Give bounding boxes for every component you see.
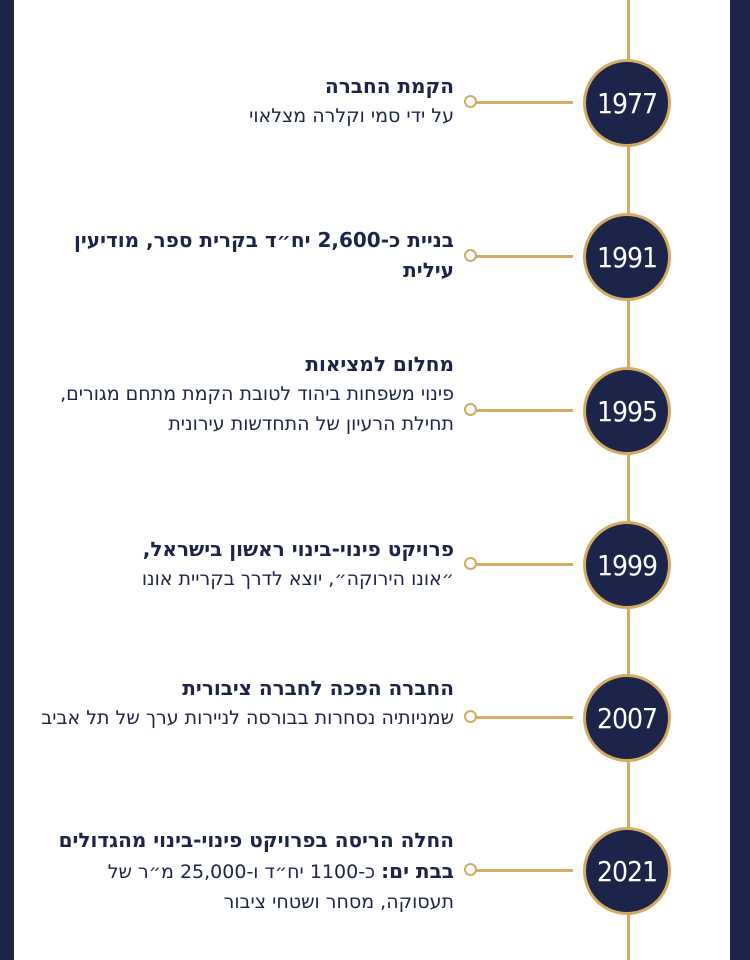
entry-title: פרויקט פינוי-בינוי ראשון בישראל, xyxy=(142,537,454,561)
year-circle: 1977 xyxy=(583,59,671,147)
connector-line xyxy=(473,869,573,872)
entry-text xyxy=(34,349,454,439)
year-circle: 1991 xyxy=(583,213,671,301)
entry-body: שמניותיה נסחרות בבורסה לניירות ערך של תל אביב xyxy=(41,707,454,729)
entry-text xyxy=(34,71,454,131)
connector-dot xyxy=(464,863,477,876)
year-circle: 2007 xyxy=(583,674,671,762)
connector-dot xyxy=(464,710,477,723)
year-circle: 1995 xyxy=(583,367,671,455)
entry-title: הקמת החברה xyxy=(324,74,454,98)
connector-dot xyxy=(464,403,477,416)
year-circle: 1999 xyxy=(583,521,671,609)
entry-title: מחלום למציאות xyxy=(305,352,454,376)
connector-line xyxy=(473,255,573,258)
entry-text xyxy=(34,225,454,285)
entry-body: פינוי משפחות ביהוד לטובת הקמת מתחם מגורים, תחילת הרעיון של התחדשות עירונית xyxy=(60,383,454,435)
entry-title: בניית כ-2,600 יח״ד בקרית ספר, מודיעין עילית xyxy=(74,228,454,282)
entry-text xyxy=(34,825,454,917)
connector-dot xyxy=(464,95,477,108)
connector-line xyxy=(473,409,573,412)
entry-body: על ידי סמי וקלרה מצלאוי xyxy=(249,105,454,127)
connector-dot xyxy=(464,249,477,262)
connector-line xyxy=(473,101,573,104)
connector-line xyxy=(473,563,573,566)
right-border-strip xyxy=(730,0,750,960)
entry-title: החברה הפכה לחברה ציבורית xyxy=(182,676,454,700)
entry-body: כ-1100 יח״ד ו-25,000 מ״ר של תעסוקה, מסחר ושטחי ציבור xyxy=(107,861,454,913)
connector-line xyxy=(473,716,573,719)
year-circle: 2021 xyxy=(583,827,671,915)
entry-paragraph xyxy=(34,825,454,917)
connector-dot xyxy=(464,557,477,570)
left-border-strip xyxy=(0,0,14,960)
entry-title: החלה הריסה בפרויקט פינוי-בינוי מהגדולים בבת ים: xyxy=(58,828,454,883)
entry-text xyxy=(34,673,454,733)
entry-body: ״אונו הירוקה״, יוצא לדרך בקריית אונו xyxy=(141,568,454,590)
entry-text xyxy=(34,534,454,594)
